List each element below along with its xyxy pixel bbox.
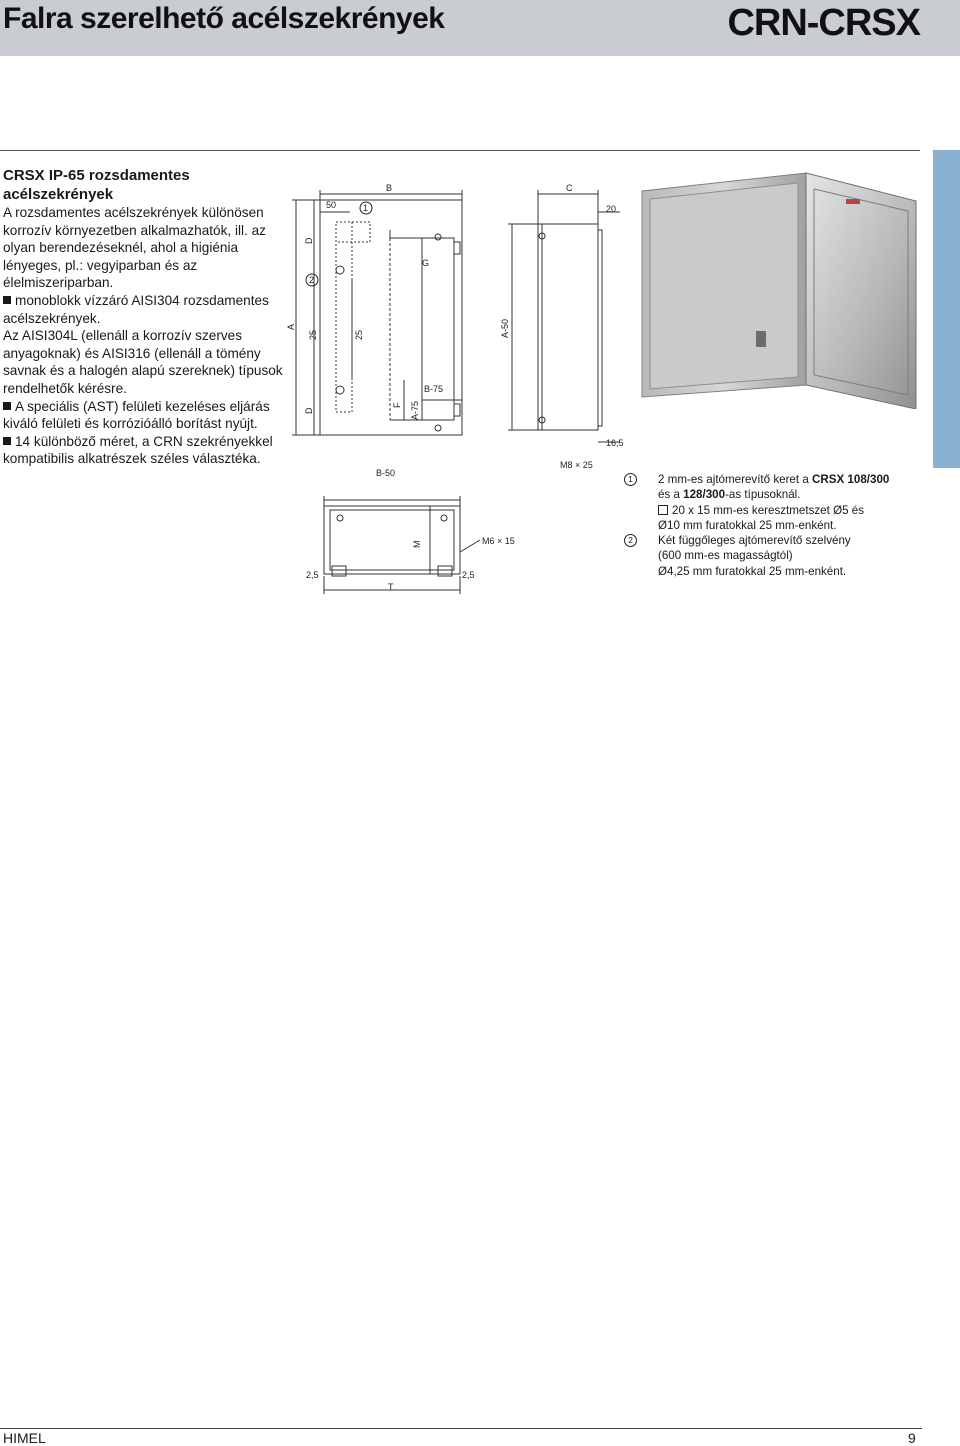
product-photo xyxy=(636,165,920,409)
label-g: G xyxy=(422,258,430,268)
section-rule xyxy=(0,150,920,151)
bullet-square-icon xyxy=(3,402,11,410)
side-view-outline xyxy=(538,224,598,430)
label-a-50: A-50 xyxy=(500,318,510,338)
label-c: C xyxy=(566,183,573,193)
label-20: 20 xyxy=(606,204,617,214)
label-25-right: 25 xyxy=(354,329,364,340)
note-2: 2 Két függőleges ajtómerevítő szelvény (600 mm-es magasságtól) Ø4,25 mm furatokkal 25 mm-enként. xyxy=(622,533,922,579)
note-1-number: 1 xyxy=(624,473,637,486)
product-code: CRN-CRSX xyxy=(727,2,920,44)
label-16-5: 16,5 xyxy=(606,438,624,448)
label-f: F xyxy=(392,402,402,408)
label-a-75: A-75 xyxy=(410,400,420,420)
bullet-item: monoblokk vízzáró AISI304 rozsdamentes acélszekrények. xyxy=(3,292,269,326)
label-b-75: B-75 xyxy=(424,384,444,394)
label-m6: M6 × 15 xyxy=(482,536,515,546)
hinge-bottom xyxy=(336,386,344,394)
intro-text xyxy=(3,166,293,468)
label-b-50: B-50 xyxy=(376,468,396,478)
footer-rule xyxy=(0,1428,922,1429)
intro-paragraph: A rozsdamentes acélszekrények különösen korrozív környezetben alkalmazhatók, ill. az olyan berendezéseknél, ahol a higiénia lényeges, pl.: vegyiparban és az élelmiszeriparban. xyxy=(3,205,266,291)
side-tab xyxy=(933,150,960,468)
note-2-number: 2 xyxy=(624,534,637,547)
callout-1-label: 1 xyxy=(363,203,369,213)
label-a: A xyxy=(286,323,296,330)
label-50: 50 xyxy=(326,200,337,210)
label-b: B xyxy=(386,183,393,193)
label-25-left: 25 xyxy=(308,329,318,340)
bottom-view-outline xyxy=(324,506,460,574)
note-1: 1 2 mm-es ajtómerevítő keret a CRSX 108/300 és a 128/300-as típusoknál. 20 x 15 mm-es keresztmetszet Ø5 és Ø10 mm furatokkal 25 mm-enként. xyxy=(622,472,922,533)
label-2-5-left: 2,5 xyxy=(306,570,319,580)
technical-drawing xyxy=(280,180,640,600)
notes xyxy=(622,472,922,579)
label-t: T xyxy=(388,582,394,592)
bullet-continuation: Az AISI304L (ellenáll a korrozív szerves anyagoknak) és AISI316 (ellenáll a tömény savnak és a halogén alapú szereknek) típusok rendelhetők kérésre. xyxy=(3,328,283,396)
page-number: 9 xyxy=(908,1430,916,1446)
label-d-top: D xyxy=(304,237,314,244)
page-title: Falra szerelhető acélszekrények xyxy=(3,2,445,35)
label-d-bottom: D xyxy=(304,407,314,414)
bullet-item: 14 különböző méret, a CRN szekrényekkel kompatibilis alkatrészek széles választéka. xyxy=(3,433,273,467)
bullet-square-icon xyxy=(3,296,11,304)
bullet-square-icon xyxy=(3,437,11,445)
callout-2-label: 2 xyxy=(309,275,315,285)
square-outline-icon xyxy=(658,505,668,515)
bullet-item: A speciális (AST) felületi kezeléses eljárás kiváló felületi és korrózióálló borítást nyújt. xyxy=(3,398,270,432)
footer-brand: HIMEL xyxy=(3,1430,46,1446)
label-m: M xyxy=(412,540,422,548)
label-m8: M8 × 25 xyxy=(560,460,593,470)
hinge-top xyxy=(336,266,344,274)
intro-heading: CRSX IP-65 rozsdamentes acélszekrények xyxy=(3,167,190,203)
label-2-5-right: 2,5 xyxy=(462,570,475,580)
